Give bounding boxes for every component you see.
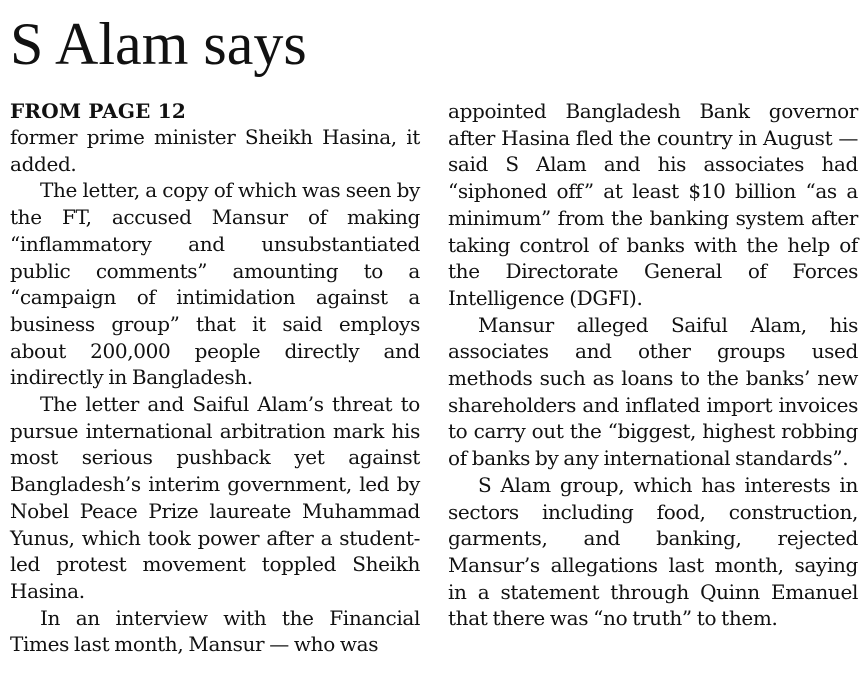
continuation-kicker: FROM PAGE 12 [10,99,186,123]
paragraph: Mansur alleged Saiful Alam, his associates and other groups used methods such as loans to the banks’ new shareholders and inflated import invoices to carry out the “biggest, highest robbing of banks by any international standards”. [448,312,858,471]
paragraph: The letter and Saiful Alam’s threat to pursue international arbitration mark his most serious pushback yet against Bangladesh’s interim government, led by Nobel Peace Prize laureate Muhammad Yunus, which took power after a student-led protest movement toppled Sheikh Hasina. [10,392,420,603]
paragraph: appointed Bangladesh Bank governor after Hasina fled the country in August — said S Alam and his associates had “siphoned off” at least $10 billion “as a minimum” from the banking system after taking control of banks with the help of the Directorate General of Forces Intelligence (DGFI). [448,99,858,310]
paragraph: S Alam group, which has interests in sectors including food, construction, garments, and banking, rejected Mansur’s allegations last month, saying in a statement through Quinn Emanuel that there was “no truth” to them. [448,472,858,631]
paragraph: In an interview with the Financial Times last month, Mansur — who was [10,605,420,657]
left-column [10,98,420,658]
headline: S Alam says [10,11,307,77]
right-column [448,98,858,632]
paragraph: former prime minister Sheikh Hasina, it added. [10,125,420,176]
paragraph: The letter, a copy of which was seen by the FT, accused Mansur of making “inflammatory and unsubstantiated public comments” amounting to a “campaign of intimidation against a business group” that it said employs about 200,000 people directly and indirectly in Bangladesh. [10,178,420,390]
